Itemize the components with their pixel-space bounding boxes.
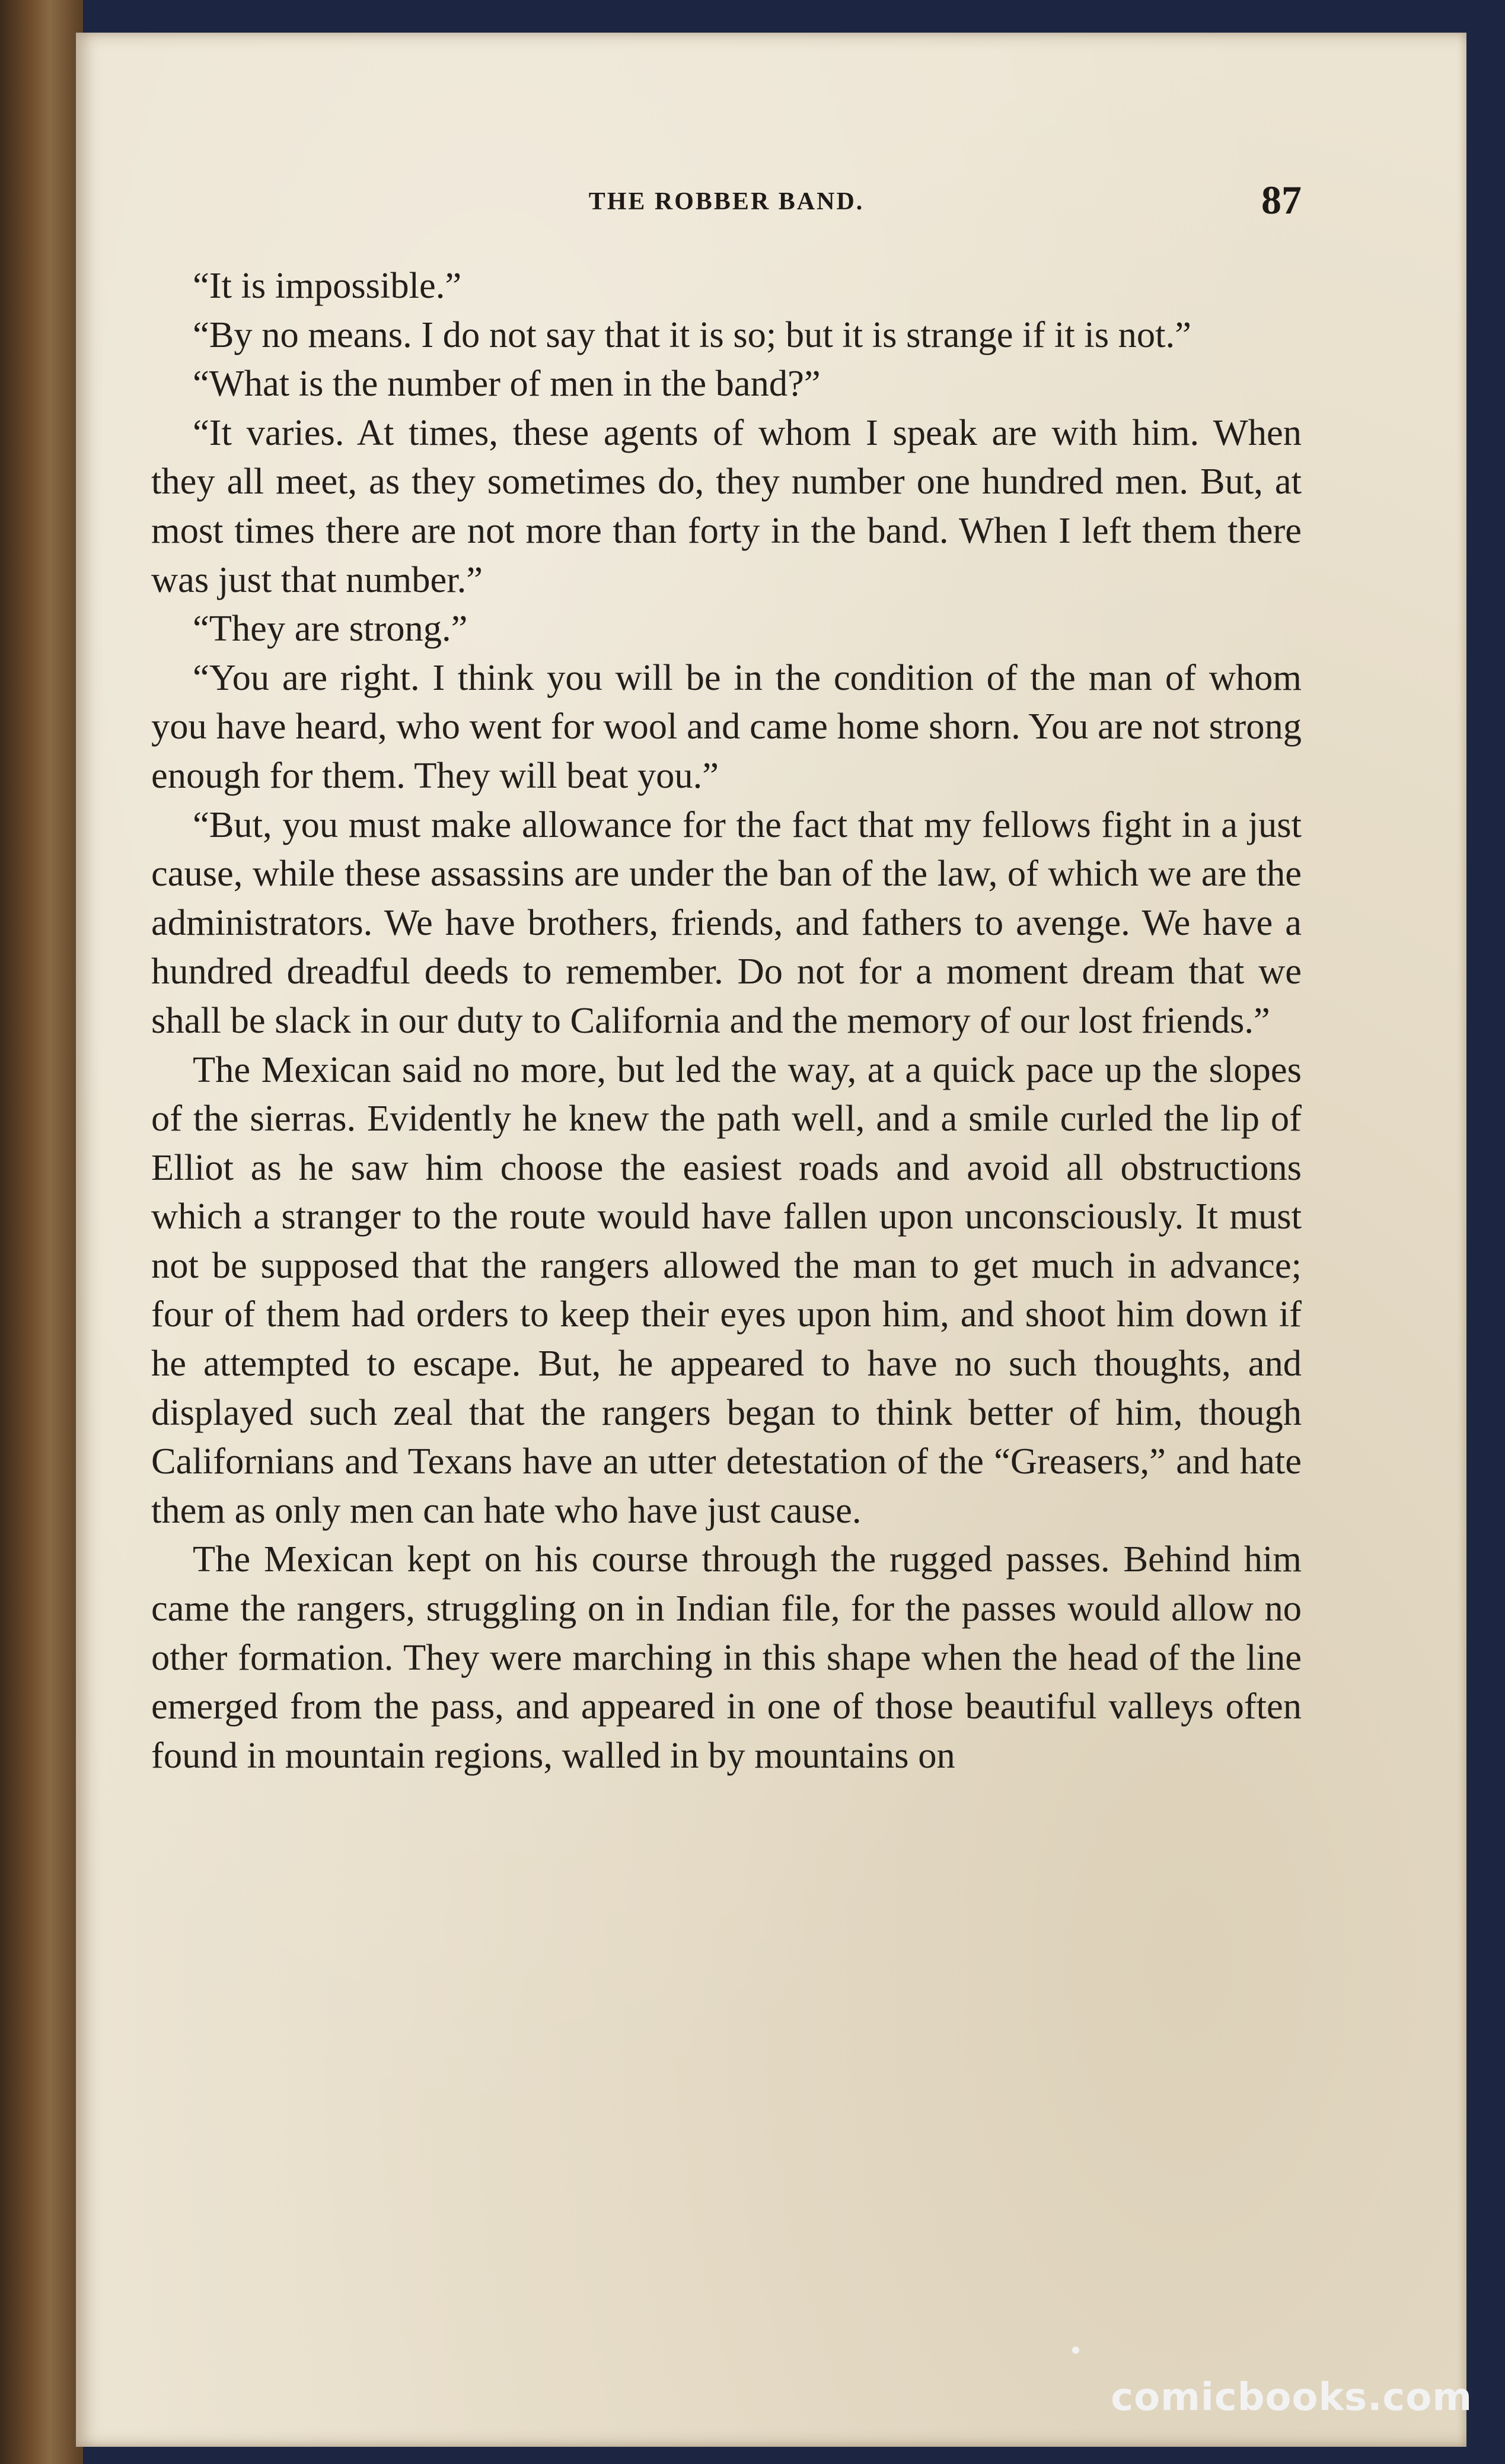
page-header (151, 172, 1302, 243)
book-spine (0, 0, 83, 2464)
page-number: 87 (1261, 177, 1302, 222)
paragraph-9: The Mexican kept on his course through the rugged passes. Behind him came the rangers, struggling on in Indian file, for the passes would allow no other formation. They were marching in this shape when the head of the line emerged from the pass, and appeared in one of those beautiful valleys often found in mountain regions, walled in by mountains on (151, 1538, 1302, 1776)
paragraph-4: “It varies. At times, these agents of whom I speak are with him. When they all meet, as they sometimes do, they number one hundred men. But, at most times there are not more than forty in the band. When I left them there was just that number.” (151, 411, 1302, 600)
watermark: comicbooks.com (1111, 2376, 1472, 2420)
paragraph-7: “But, you must make allowance for the fact that my fellows fight in a just cause, while these assassins are under the ban of the law, of which we are the administrators. We have brothers, friends, and fathers to avenge. We have a hundred dreadful deeds to remember. Do not for a moment dream that we shall be slack in our duty to California and the memory of our lost friends.” (151, 803, 1302, 1041)
paragraph-6: “You are right. I think you will be in the condition of the man of whom you have heard, who went for wool and came home shorn. You are not strong enough for them. They will beat you.” (151, 656, 1302, 796)
paragraph-2: “By no means. I do not say that it is so; but it is strange if it is not.” (193, 313, 1191, 355)
running-title: THE ROBBER BAND. (588, 188, 865, 215)
paragraph-8: The Mexican said no more, but led the way, at a quick pace up the slopes of the sierras. Evidently he knew the path well, and a smile curled the lip of Elliot as he saw him choose the easiest roads and avoid all obstructions which a stranger to the route would have fallen upon unconsciously. It must not be supposed that the rangers allowed the man to get much in advance; four of them had orders to keep their eyes upon him, and shoot him down if he attempted to escape. But, he appeared to have no such thoughts, and displayed such zeal that the rangers began to think better of him, though Californians and Texans have an utter detestation of the “Greasers,” and hate them as only men can hate who have just cause. (151, 1048, 1302, 1531)
body-text (151, 261, 1302, 1779)
paragraph-5: “They are strong.” (193, 607, 468, 650)
watermark-dot (1072, 2347, 1079, 2354)
paragraph-1: “It is impossible.” (193, 265, 462, 306)
paragraph-3: “What is the number of men in the band?” (193, 362, 821, 405)
